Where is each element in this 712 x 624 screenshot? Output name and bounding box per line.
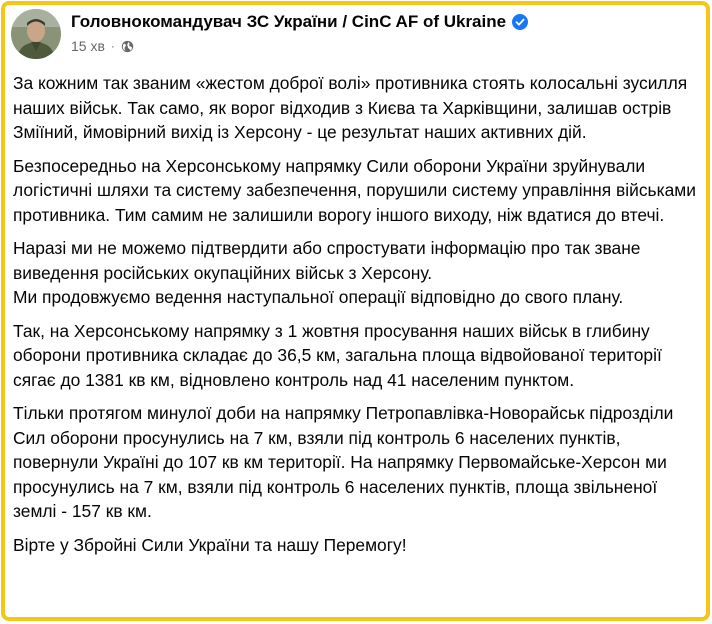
paragraph-line: Так, на Херсонському напрямку з 1 жовтня просування наших військ в глибину оборони противника складає до 36,5 км, загальна площа відвойованої території сягає до 1381 кв км, відновлено контроль над 41 населеним пунктом. [13,320,662,390]
paragraph-5 [13,401,703,524]
paragraph-line: Тільки протягом минулої доби на напрямку Петропавлівка-Новорайськ підрозділи Сил оборони просунулись на 7 км, взяли під контроль 6 населених пунктів, повернули Україні до 107 кв км території. На напрямку Первомайське-Херсон ми просунулись на 7 км, взяли під контроль 6 населених пунктів, площа звільненої землі - 157 кв км. [13,403,674,521]
post-subline [71,37,528,55]
paragraph-line: За кожним так званим «жестом доброї волі» противника стоять колосальні зусилля наших військ. Так само, як ворог відходив з Києва та Харківщини, залишав острів Зміїний, ймовірний вихід із Херсону - це результат наших активних дій. [13,73,688,142]
paragraph-line: Безпосередньо на Херсонському напрямку Сили оборони України зруйнували логістичні шляхи та систему забезпечення, порушили систему управління військами противника. Тим самим не залишили ворогу іншого виходу, ніж вдатися до втечі. [13,155,696,225]
paragraph-3 [13,236,703,310]
author-row [71,11,528,33]
globe-icon[interactable] [121,40,134,53]
avatar[interactable] [11,9,61,59]
paragraph-4 [13,319,703,393]
verified-badge-icon [512,14,528,30]
separator-dot: · [110,39,115,53]
author-name[interactable]: Головнокомандувач ЗС України / CinC AF of Ukraine [71,12,507,31]
post-body [13,71,703,566]
paragraph-line: Вірте у Збройні Сили України та нашу Перемогу! [13,534,407,555]
paragraph-2 [13,154,703,228]
post-card [1,1,710,621]
paragraph-6 [13,533,703,558]
post-meta [71,9,528,55]
paragraph-line: Ми продовжуємо ведення наступальної операції відповідно до свого плану. [13,287,624,307]
post-timestamp[interactable]: 15 хв [71,38,105,54]
paragraph-1 [13,71,703,145]
paragraph-line: Наразі ми не можемо підтвердити або спростувати інформацію про так зване виведення російських окупаційних військ з Херсону. [13,238,641,283]
post-header [11,9,528,61]
